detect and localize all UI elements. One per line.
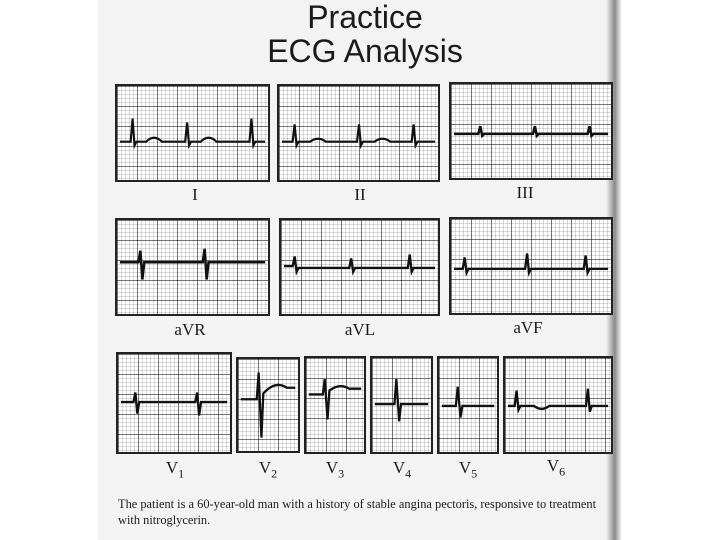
ecg-strip-lead-iii	[449, 82, 613, 180]
ecg-strip-lead-v4	[370, 356, 433, 454]
ecg-strip-lead-avf	[449, 217, 613, 315]
ecg-strip-lead-v3	[304, 356, 366, 454]
ecg-strip-lead-v1	[116, 352, 232, 454]
ecg-strip-lead-v6	[503, 356, 613, 454]
lead-label-v3: $V_3$	[325, 458, 345, 481]
lead-label-v4: $V_4$	[392, 458, 412, 481]
lead-label-ii: II	[354, 185, 366, 204]
lead-label-v6: $V_6$	[546, 456, 566, 479]
ecg-strip-lead-v2	[236, 357, 300, 453]
ecg-strip-lead-v5	[437, 356, 499, 454]
title-line-1: Practice	[307, 0, 423, 35]
patient-caption: The patient is a 60-year-old man with a history of stable angina pectoris, responsive to treatment with nitroglycerin.	[118, 497, 597, 527]
ecg-strip-lead-avl	[279, 218, 440, 316]
lead-label-v2: $V_2$	[258, 458, 278, 481]
lead-label-avr: aVR	[174, 320, 206, 339]
ecg-strip-lead-i	[115, 84, 270, 182]
ecg-strip-lead-ii	[277, 84, 440, 182]
lead-label-v5: $V_5$	[458, 458, 478, 481]
lead-label-iii: III	[516, 183, 534, 202]
lead-label-avl: aVL	[344, 320, 376, 339]
lead-label-v1: $V_1$	[165, 458, 185, 481]
lead-label-i: I	[192, 185, 198, 204]
title-line-2: ECG Analysis	[267, 33, 463, 69]
ecg-strip-lead-avr	[115, 218, 270, 316]
lead-label-avf: aVF	[513, 318, 543, 337]
